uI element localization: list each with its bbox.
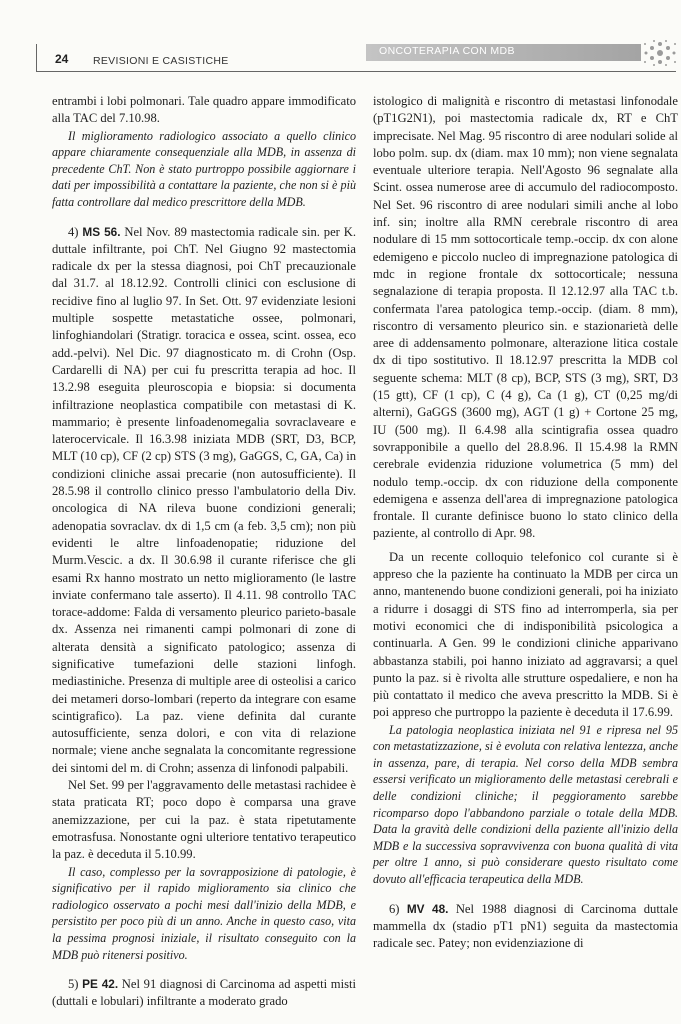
case-comment: Il caso, complesso per la sovrapposizione di patologie, è significativo per il rapido miglioramento sia clinico che radiologico osservato a pochi mesi dall'inizio della MDB, e persistito per poco più di un anno. Anche in questo caso, vita la pessima prognosi iniziale, il risultato conseguito con la MDB può ritenersi positivo. <box>52 864 356 962</box>
right-column <box>373 93 678 953</box>
case-entry <box>52 976 356 1011</box>
case-text: Nel 1988 diagnosi di Carcinoma duttale mammella dx (stadio pT1 pN1) seguita da mastectomia radicale sec. Patey; non evidenziazione di <box>373 901 678 951</box>
case-comment: La patologia neoplastica iniziata nel 91 e ripresa nel 95 con metastatizzazione, si è evoluta con relativa lentezza, anche in assenza, pare, di terapia. Nel corso della MDB sembra essersi verificato un miglioramento delle metastasi cerebrali e delle condizioni cliniche; il peggioramento sarebbe ricomparso dopo l'abbandono parziale o totale della MDB. Data la gravità delle condizioni della paziente all'inizio della MDB e la successiva sopravvivenza con buona qualità di vita per oltre 1 anno, si può considerare questo risultato come dovuto all'efficacia terapeutica della MDB. <box>373 722 678 887</box>
case-label: MV 48. <box>406 901 449 916</box>
dotted-emblem-icon <box>640 38 680 68</box>
paragraph: istologico di malignità e riscontro di metastasi linfonodale (pT1G2N1), poi mastectomia radicale dx, RT e ChT imprecisate. Nel Mag. 95 riscontro di aree nodulari solide al lobo polm. sup. dx (diam. max 10 mm); non viene segnalata eventuale ulteriore terapia. Nell'Agosto 96 segnalate alla Scint. ossea numerose aree di accumulo del radiocomposto. Nel Set. 96 riscontro di aree nodulari simili anche al lobo inf. sin; inoltre alla RMN cerebrale riscontro di area nodulare di 15 mm sottocorticale temp.-occip. dx con alone edemigeno e piccolo nucleo di impregnazione patologica di mdc in regione frontale dx sottocorticale; nessuna segnalazione di terapia proposta. Il 12.12.97 alla TAC t.b. confermata l'area patologica temp.-occip. (diam. 8 mm), riscontro di versamento pleurico sin. e stazionarietà delle aree di addensamento polmonare, alterazione litica costale dx di tipo sostitutivo. Il 18.12.97 prescritta la MDB col seguente schema: MLT (8 cp), BCP, STS (3 mg), SRT, D3 (15 gtt), CF (1 cp), C (4 g), Ca (1 g), CT (0,25 mg/di alterni), GaGGS (3600 mg), AGT (1 g) + Cortone 25 mg, IU (500 mg). Il 6.4.98 alla scintigrafia ossea quadro sovrapponibile a quello del 28.8.96. Il 15.4.98 la RMN cerebrale evidenzia riduzione volumetrica (5 mm) del nodulo temp.-occip. dx con riduzione della componente edemigena e assenza dell'area di impregnazione patologica frontale. Il curante definisce buono lo stato clinico della paziente, al controllo di Apr. 98. <box>373 94 678 541</box>
journal-tag: ONCOTERAPIA CON MDB <box>379 45 515 57</box>
paragraph: Nel Set. 99 per l'aggravamento delle metastasi rachidee è stata praticata RT; poco dopo è comparsa una grave anemizzazione, per cui la paz. è stata ripetutamente emotrasfusa. Nonostante ogni ulteriore tentativo terapeutico la paz. è deceduta il 5.10.99. <box>52 778 356 862</box>
case-text: Nel Nov. 89 mastectomia radicale sin. per K. duttale infiltrante, poi ChT. Nel Giugno 92 mastectomia radicale dx per la stessa diagnosi, poi ChT precauzionale dal 31.7. al 18.12.92. Controlli clinici con esclusione di recidive fino al luglio 97. In Set. Ott. 97 evidenziate lesioni multiple sospette metastatiche ossee, polmonari, linfoghiandolari (Stratigr. toracica e ossea, scint. ossea, eco add.-pelvi). Nel Dic. 97 diagnosticato m. di Crohn (Osp. Cardarelli di NA) per cui fu prescritta terapia ad hoc. Il 13.2.98 eseguita pleuroscopia e biopsia: si documenta infiltrazione neoplastica compatibile con metastasi di K. mammario; è presente linfoadenomegalia sovraclaveare e laterocervicale. Il 16.3.98 iniziata MDB (SRT, D3, BCP, MLT (10 cp), CF (2 cp) STS (3 mg), GaGGS, C, GA, Ca) in condizioni cliniche assai precarie (non autosufficiente). Il 28.5.98 il controllo clinico presso l'ambulatorio della Div. oncologica di NA rileva buone condizioni generali; adenopatia sovraclav. dx di 1,5 cm (a feb. 3,5 cm); non più evidenti le altre linfoadenopatie; riduzione del Murm.Vescic. a dx. Il 30.6.98 il curante riferisce che gli esami Rx hanno mostrato un netto miglioramento (le lastre inviate confermano tale asserto). Il 4.11. 98 controllo TAC torace-addome: Falda di versamento pleurico parieto-basale dx. Assenza nei rimanenti campi polmonari di zone di alterata densità a significato patologico; assenza di significative tumefazioni delle stazioni linfogh. mediastiniche. Presenza di multiple aree di osteolisi a carico dei metameri dorso-lombari (reperto da integrare con esame scintigrafico). La paz. viene definita dal curante autosufficiente, senza dolori, e con vita di relazione normale; viene anche segnalata la concomitante regressione dei sintomi del m. di Crohn; assenza di linfonodi palpabili. <box>52 224 356 775</box>
paragraph: entrambi i lobi polmonari. Tale quadro appare immodificato alla TAC del 7.10.98. <box>52 94 356 126</box>
case-number: 5) <box>68 977 83 992</box>
left-column <box>52 93 356 1011</box>
paragraph: Da un recente colloquio telefonico col curante si è appreso che la paziente ha continuato la MDB per circa un anno, mantenendo buone condizioni generali, poi ha iniziato a ridurre i dosaggi di STS fino ad interromperla, sia per motivi economici che di indisponibilità psicologica a continuarla. A Gen. 99 le condizioni cliniche apparivano abbastanza stabili, poi hanno iniziato ad aggravarsi; a quel punto la paz. si è rivolta alle strutture ospedaliere, e non ha più contattato il medico che aveva prescritto la MDB. Si è poi appreso che purtroppo la paziente è deceduta il 17.6.99. <box>373 549 678 720</box>
case-comment: Il miglioramento radiologico associato a quello clinico appare chiaramente consequenziale alla MDB, in assenza di precedente ChT. Non è stato purtroppo possibile aggiornare i dati per impossibilità a contattare la paziente, che non si è più fatta controllare dal medico prescrittore della MDB. <box>52 128 356 209</box>
case-label: PE 42. <box>82 977 119 992</box>
header-rule <box>36 71 676 72</box>
case-label: MS 56. <box>82 224 121 239</box>
section-title: REVISIONI E CASISTICHE <box>93 55 229 67</box>
case-number: 4) <box>68 224 83 239</box>
case-number: 6) <box>389 901 407 916</box>
case-entry <box>52 224 356 778</box>
page-number: 24 <box>55 52 69 66</box>
header-tick <box>36 44 37 72</box>
case-text: Nel 91 diagnosi di Carcinoma ad aspetti misti (duttali e lobulari) infiltrante a moderato grado <box>52 977 356 1009</box>
case-entry <box>373 901 678 953</box>
